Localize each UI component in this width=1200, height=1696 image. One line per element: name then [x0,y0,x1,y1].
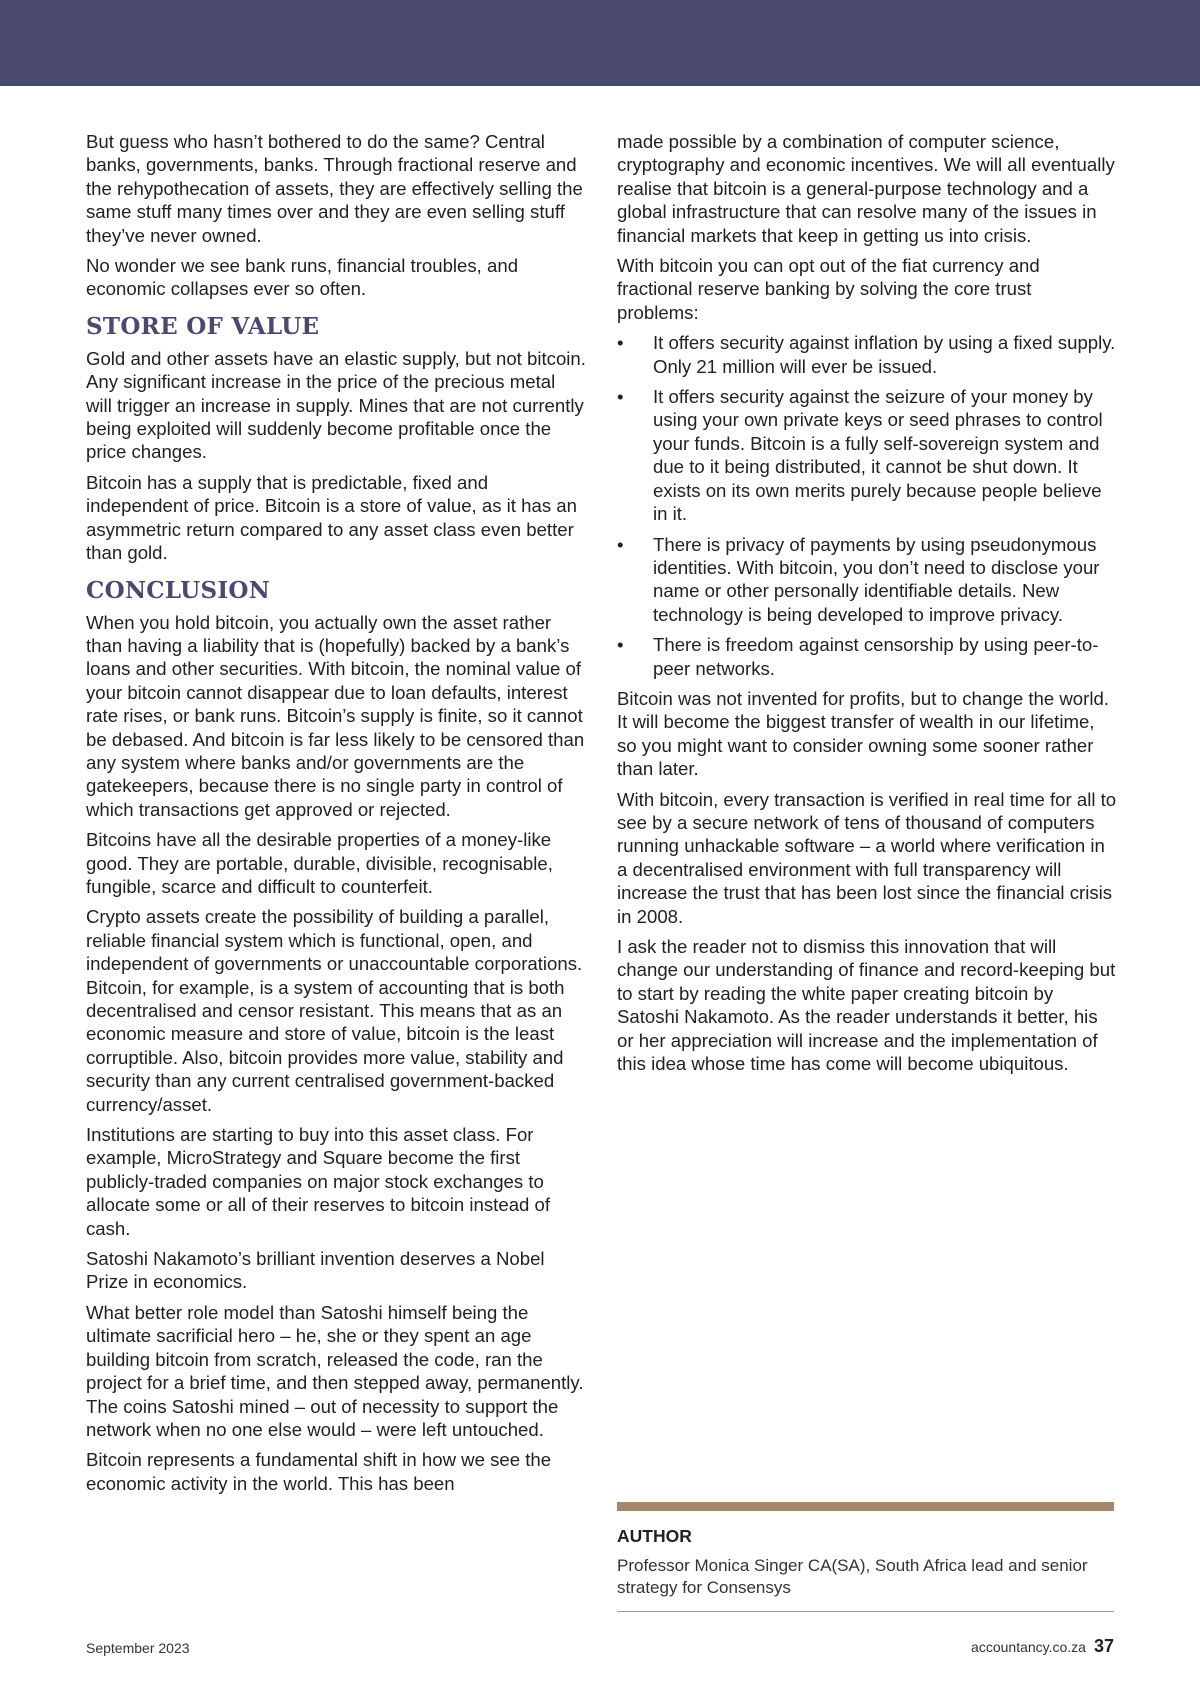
bullet-list [617,331,1117,680]
paragraph: made possible by a combination of computer science, cryptography and economic incentives. We will all eventually realise that bitcoin is a general-purpose technology and a global infrastructure that can resolve many of the issues in financial markets that keep in getting us into crisis. [617,131,1115,246]
list-item-text: It offers security against inflation by using a fixed supply. Only 21 million will ever be issued. [653,332,1116,377]
list-item-text: There is privacy of payments by using pseudonymous identities. With bitcoin, you don’t need to disclose your name or other personally identifiable details. New technology is being developed to improve privacy. [653,533,1100,625]
author-divider [617,1502,1114,1511]
bullet-icon: • [617,332,624,354]
author-heading: AUTHOR [617,1526,692,1546]
paragraph: With bitcoin you can opt out of the fiat currency and fractional reserve banking by solving the core trust problems: [617,255,1040,323]
author-bio: Professor Monica Singer CA(SA), South Africa lead and senior strategy for Consensys [617,1556,1088,1597]
paragraph: When you hold bitcoin, you actually own the asset rather than having a liability that is (hopefully) backed by a bank’s loans and other securities. With bitcoin, the nominal value of your bitcoin cannot disappear due to loan defaults, interest rate rises, or bank runs. Bitcoin’s supply is finite, so it cannot be debased. And bitcoin is far less likely to be censored than any system where banks and/or governments are the gatekeepers, because there is no single party in control of which transactions get approved or rejected. [86,611,585,820]
paragraph: But guess who hasn’t bothered to do the same? Central banks, governments, banks. Through fractional reserve and the rehypothecation of assets, they are effectively selling the same stuff many times over and they are even selling stuff they’ve never owned. [86,131,583,246]
paragraph: Gold and other assets have an elastic supply, but not bitcoin. Any significant increase in the price of the precious metal will trigger an increase in supply. Mines that are not currently being exploited will suddenly become profitable once the price changes. [86,347,586,463]
footer-right [971,1636,1114,1657]
list-item-text: There is freedom against censorship by using peer-to-peer networks. [653,634,1099,679]
section-heading-conclusion: CONCLUSION [86,576,271,604]
paragraph: Bitcoin represents a fundamental shift in how we see the economic activity in the world. This has been [86,1449,552,1494]
paragraph: What better role model than Satoshi himself being the ultimate sacrificial hero – he, she or they spent an age building bitcoin from scratch, released the code, ran the project for a brief time, and then stepped away, permanently. The coins Satoshi mined – out of necessity to support the network when no one else would – were left untouched. [86,1301,584,1440]
paragraph: With bitcoin, every transaction is verified in real time for all to see by a secure network of tens of thousand of computers running unhackable software – a world where verification in a decentralised environment with full transparency will increase the trust that has been lost since the financial crisis in 2008. [617,788,1117,927]
bullet-icon: • [617,533,624,555]
right-column [617,130,1117,1082]
page-number: 37 [1093,1636,1114,1656]
header-band [0,0,1200,86]
paragraph: Institutions are starting to buy into this asset class. For example, MicroStrategy and Square become the first publicly-traded companies on major stock exchanges to allocate some or all of their reserves to bitcoin instead of cash. [86,1124,551,1239]
list-item-text: It offers security against the seizure of your money by using your own private keys or seed phrases to control your funds. Bitcoin is a fully self-sovereign system and due to it being distributed, it cannot be shut down. It exists on its own merits purely because people believe in it. [653,386,1103,525]
author-bottom-rule [617,1611,1114,1612]
footer-site: accountancy.co.za [971,1639,1086,1655]
paragraph: Bitcoin was not invented for profits, but to change the world. It will become the biggest transfer of wealth in our lifetime, so you might want to consider owning some sooner rather than later. [617,687,1109,780]
list-item [617,533,1117,627]
paragraph: No wonder we see bank runs, financial troubles, and economic collapses ever so often. [86,255,519,300]
list-item [617,633,1117,680]
paragraph: Bitcoin has a supply that is predictable, fixed and independent of price. Bitcoin is a store of value, as it has an asymmetric return compared to any asset class even better than gold. [86,471,577,564]
list-item [617,385,1117,525]
paragraph: I ask the reader not to dismiss this innovation that will change our understanding of finance and record-keeping but to start by reading the white paper creating bitcoin by Satoshi Nakamoto. As the reader understands it better, his or her appreciation will increase and the implementation of this idea whose time has come will become ubiquitous. [617,936,1116,1075]
left-column [86,130,586,1502]
paragraph: Satoshi Nakamoto’s brilliant invention deserves a Nobel Prize in economics. [86,1248,545,1293]
bullet-icon: • [617,634,624,656]
section-heading-store-of-value: STORE OF VALUE [86,312,320,340]
paragraph: Crypto assets create the possibility of building a parallel, reliable financial system which is functional, open, and independent of governments or unaccountable corporations. Bitcoin, for example, is a system of accounting that is both decentralised and censor resistant. This means that as an economic measure and store of value, bitcoin is the least corruptible. Also, bitcoin provides more value, stability and security than any current centralised government-backed currency/asset. [86,906,583,1115]
bullet-icon: • [617,386,624,408]
footer-date: September 2023 [86,1640,190,1656]
list-item [617,331,1117,378]
paragraph: Bitcoins have all the desirable properties of a money-like good. They are portable, durable, divisible, recognisable, fungible, scarce and difficult to counterfeit. [86,829,553,897]
